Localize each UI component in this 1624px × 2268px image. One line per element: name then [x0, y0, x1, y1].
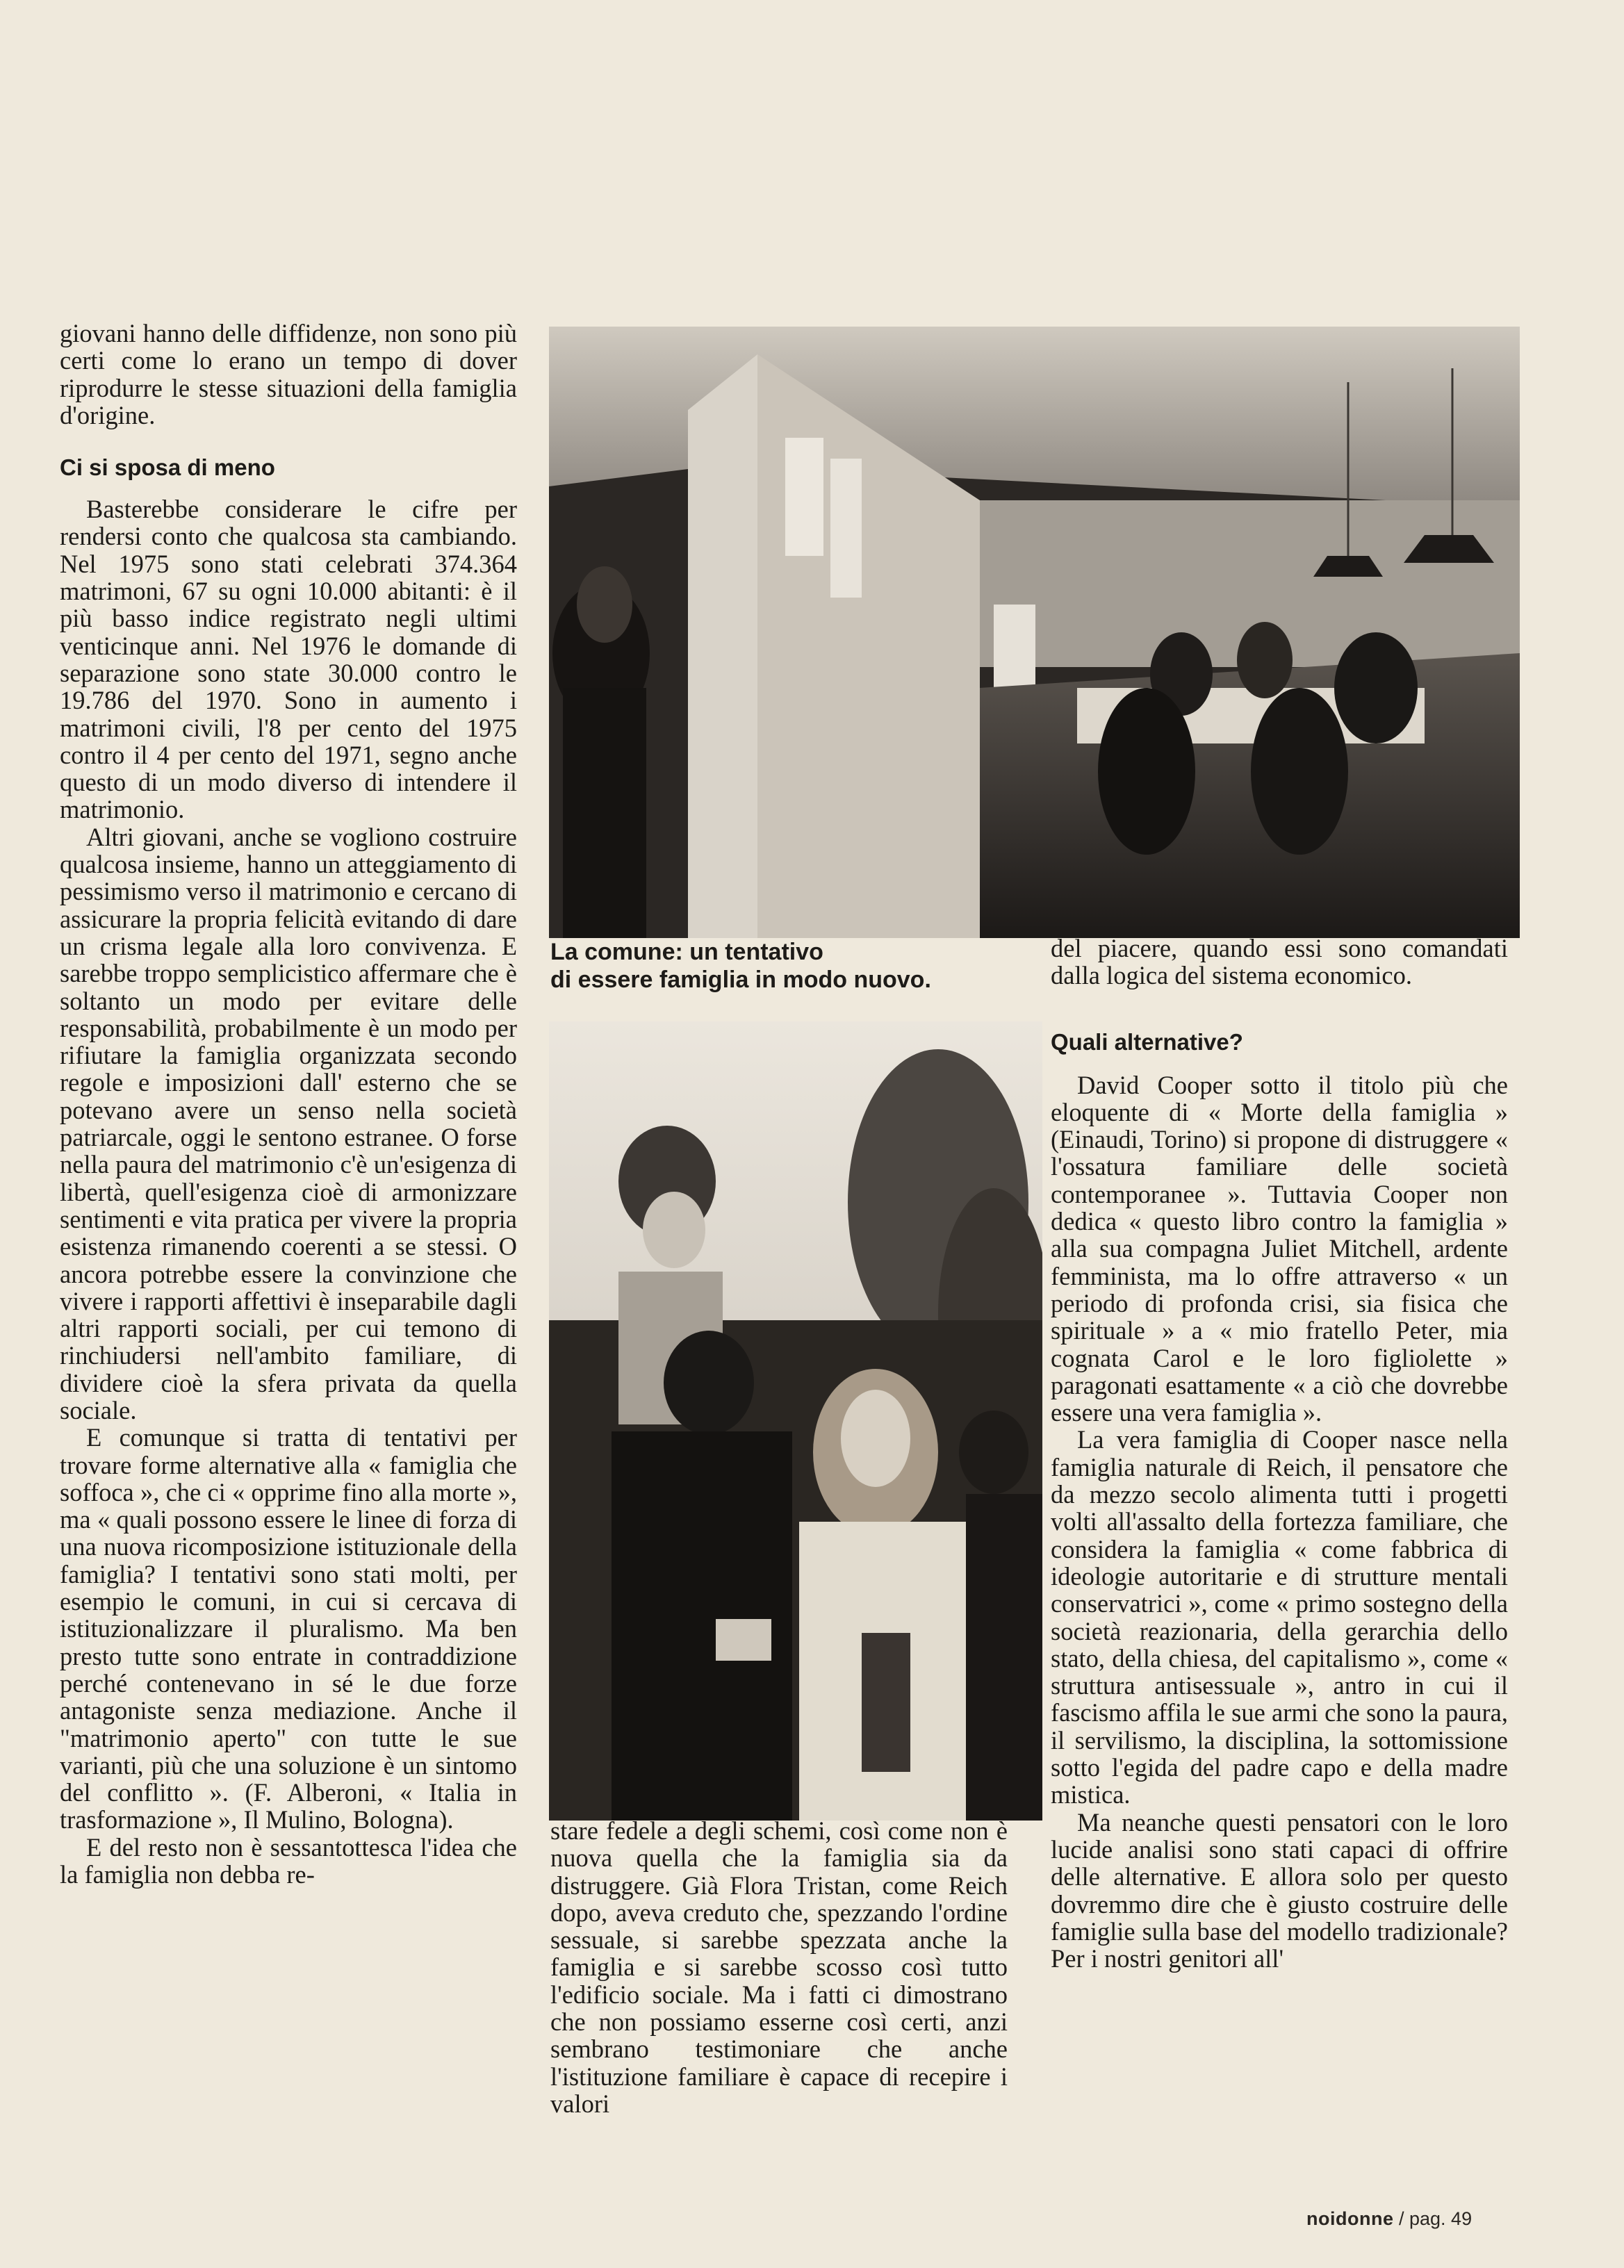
caption-line-2: di essere famiglia in modo nuovo. — [550, 967, 931, 993]
left-paragraph-3: E comunque si tratta di tentativi per trovare forme alternative alla « famiglia che soffoca », che ci « opprime fino alla morte », ma « quali possono essere le linee di forza di una nuova ricomposizione istituzionale della famiglia? I tentativi sono stati molti, per esempio le comuni, in cui si cercava di istituzionalizzare il pluralismo. Ma ben presto tutte sono entrate in contraddizione perché contenevano in sé le due forze antagoniste senza mediazione. Anche il "matrimonio aperto" con tutte le sue varianti, più che una soluzione è un sintomo del conflitto ». (F. Alberoni, « Italia in trasformazione », Il Mulino, Bologna). — [60, 1423, 517, 1834]
left-paragraph-2: Altri giovani, anche se vogliono costruire qualcosa insieme, hanno un atteggiamento di pessimismo verso il matrimonio e cercano di assicurare la propria felicità evitando di dare un crisma legale alla loro convivenza. E sarebbe troppo semplicistico affermare che è soltanto un modo per evitare delle responsabilità, probabilmente è un modo per rifiutare la famiglia organizzata secondo regole e imposizioni dall' esterno che se potevano avere un senso nella società patriarcale, oggi le sentono estranee. O forse nella paura del matrimonio c'è un'esigenza di libertà, quell'esigenza cioè di armonizzare sentimenti e vita pratica per vivere la propria esistenza rimanendo coerenti a se stessi. O ancora potrebbe essere la convinzione che vivere i rapporti affettivi è inseparabile dagli altri rapporti sociali, per cui temono di rinchiudersi nell'ambito familiare, di dividere cioè la sfera privata da quella sociale. — [60, 822, 517, 1424]
left-paragraph-4: E del resto non è sessantottesca l'idea che la famiglia non debba re- — [60, 1832, 517, 1889]
left-column — [60, 320, 517, 1888]
crowd-march-photo-icon — [549, 1021, 1042, 1821]
magazine-brand: noidonne — [1306, 2208, 1394, 2229]
caption-line-1: La comune: un tentativo — [550, 939, 823, 965]
commune-kitchen-photo-icon — [549, 327, 1520, 938]
left-paragraph-0: giovani hanno delle diffidenze, non sono più certi come lo erano un tempo di dover riprodurre le stesse situazioni della famiglia d'origine. — [60, 319, 517, 429]
section-heading-ci-si-sposa: Ci si sposa di meno — [60, 454, 275, 481]
page-number: / pag. 49 — [1399, 2208, 1473, 2229]
middle-paragraph-1: stare fedele a degli schemi, così come non è nuova quella che la famiglia sia da distruggere. Già Flora Tristan, come Reich dopo, aveva creduto che, spezzando l'ordine sessuale, si sarebbe spezzata anche la famiglia e si sarebbe scosso così tutto l'edificio sociale. Ma i fatti ci dimostrano che non possiamo esserne così certi, anzi sembrano testimoniare che anche l'istituzione familiare è capace di recepire i valori — [550, 1816, 1008, 2118]
page-footer — [1306, 2208, 1472, 2230]
right-paragraph-0: del piacere, quando essi sono comandati dalla logica del sistema economico. — [1051, 934, 1508, 990]
right-paragraph-2: La vera famiglia di Cooper nasce nella famiglia naturale di Reich, il pensatore che da mezzo secolo alimenta tutti i progetti volti all'assalto della fortezza familiare, che considera la famiglia « come fabbrica di ideologie autoritarie e di strutture mentali conservatrici », come « primo sostegno della società reazionaria, della gerarchia dello stato, della chiesa, del capitalismo », come « struttura antisessuale », antro in cui il fascismo affila le sue armi che sono la paura, il servilismo, la disciplina, la sottomissione sotto l'egida del padre capo e della madre mistica. — [1051, 1425, 1508, 1809]
photo-caption — [550, 938, 1037, 994]
right-paragraph-3: Ma neanche questi pensatori con le loro lucide analisi sono stati capaci di offrire delle alternative. E allora solo per questo dovremmo dire che è giusto costruire delle famiglie sulla base del modello tradizionale? Per i nostri genitori all' — [1051, 1807, 1508, 1973]
right-column — [1051, 935, 1508, 1972]
section-heading-quali-alternative: Quali alternative? — [1051, 1028, 1243, 1055]
left-paragraph-1: Basterebbe considerare le cifre per rendersi conto che qualcosa sta cambiando. Nel 1975 sono stati celebrati 374.364 matrimoni, 67 su ogni 10.000 abitanti: è il più basso indice registrato negli ultimi venticinque anni. Nel 1976 le domande di separazione sono state 30.000 contro le 19.786 del 1970. Sono in aumento i matrimoni civili, l'8 per cento del 1975 contro il 4 per cento del 1971, segno anche questo di un modo diverso di intendere il matrimonio. — [60, 495, 517, 824]
middle-column — [550, 1817, 1008, 2117]
right-paragraph-1: David Cooper sotto il titolo più che eloquente di « Morte della famiglia » (Einaudi, Torino) si propone di distruggere « l'ossatura familiare delle società contemporanee ». Tuttavia Cooper non dedica « questo libro contro la famiglia » alla sua compagna Juliet Mitchell, ardente femminista, ma lo offre attraverso « un periodo di profonda crisi, sia fisica che spirituale » a « mio fratello Peter, mia cognata Carol e le loro figliolette » paragonati esattamente « a ciò che dovrebbe essere una vera famiglia ». — [1051, 1070, 1508, 1427]
